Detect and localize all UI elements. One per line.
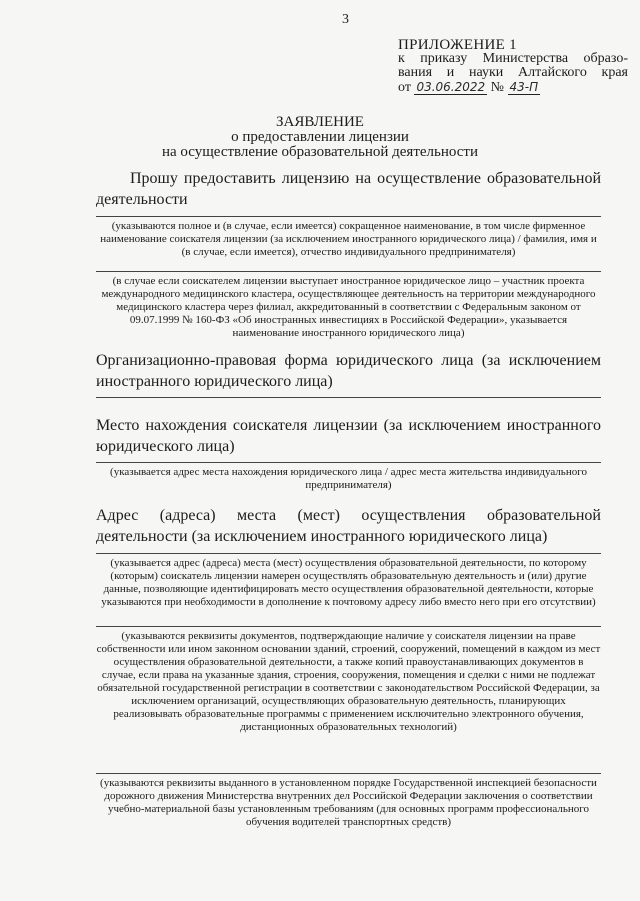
- request-text: Прошу предоставить лицензию на осуществление образовательной деятельности: [96, 170, 601, 208]
- documents-field-line: [96, 626, 601, 627]
- foreign-entity-field-line: [96, 271, 601, 272]
- documents-field-note: (указываются реквизиты документов, подтверждающие наличие у соискателя лицензии на праве собственности или ином законном основании зданий, строений, сооружений, помещений в каждом из мест осуществления образовательной деятельности, а также копий правоустанавливающих документов в случае, если права на указанные здания, строения, сооружения, помещения и сделки с ними не подлежат обязательной государственной регистрации в соответствии с законодательством Российской Федерации, за исключением организаций, осуществляющих образовательную деятельность, планирующих реализовывать образовательные программы с применением исключительно электронного обучения, дистанционных образовательных технологий): [96, 630, 601, 733]
- appendix-line-1: к приказу Министерства образо-: [398, 51, 628, 66]
- appendix-title: ПРИЛОЖЕНИЕ 1: [398, 37, 517, 53]
- appendix-block: [398, 38, 628, 95]
- addresses-field-note: (указывается адрес (адреса) места (мест) осуществления образовательной деятельности, по которому (которым) соискатель лицензии намерен осуществлять образовательную деятельность и (или) другие данные, позволяющие идентифицировать место осуществления образовательной деятельности, которые указываются при необходимости в дополнение к почтовому адресу либо вместо него при его отсутствии): [101, 557, 596, 608]
- document-subtitle-1: о предоставлении лицензии: [231, 129, 409, 145]
- org-form-field-line: [96, 397, 601, 398]
- gibdd-field-note: (указываются реквизиты выданного в установленном порядке Государственной инспекцией безопасности дорожного движения Министерства внутренних дел Российской Федерации заключения о соответствии учебно-материальной базы установленным требованиям (для основных программ профессионального обучения водителей транспортных средств): [100, 777, 597, 828]
- appendix-date-prefix: от: [398, 80, 411, 95]
- location-label: Место нахождения соискателя лицензии (за исключением иностранного юридического лица): [96, 417, 601, 455]
- page-number: 3: [342, 12, 349, 27]
- name-field-line: [96, 216, 601, 217]
- addresses-label: Адрес (адреса) места (мест) осуществления образовательной деятельности (за исключением иностранного юридического лица): [96, 507, 601, 545]
- name-field-note: (указываются полное и (в случае, если имеется) сокращенное наименование, в том числе фирменное наименование соискателя лицензии (за исключением иностранного юридического лица) / фамилия, имя и (в случае, если имеется), отчество индивидуального предпринимателя): [100, 220, 597, 258]
- appendix-date-handwritten: 03.06.2022: [416, 80, 486, 94]
- gibdd-field-line: [96, 773, 601, 774]
- document-subtitle-2: на осуществление образовательной деятельности: [161, 144, 479, 160]
- location-field-note: (указывается адрес места нахождения юридического лица / адрес места жительства индивидуального предпринимателя): [110, 466, 587, 491]
- appendix-number-prefix: №: [490, 80, 505, 95]
- location-field-line: [96, 462, 601, 463]
- document-title: ЗАЯВЛЕНИЕ: [276, 114, 364, 130]
- appendix-line-3: [398, 80, 628, 95]
- foreign-entity-field-note: (в случае если соискателем лицензии выступает иностранное юридическое лицо – участник проекта международного медицинского кластера, осуществляющее деятельность на территории международного медицинского кластера через филиал, аккредитованный в соответствии с Федеральным законом от 09.07.1999 № 160-ФЗ «Об иностранных инвестициях в Российской Федерации», указывается наименование иностранного юридического лица): [101, 275, 596, 339]
- appendix-number-handwritten: 43-П: [509, 80, 539, 94]
- org-form-label: Организационно-правовая форма юридического лица (за исключением иностранного юридического лица): [96, 352, 601, 390]
- appendix-line-2: вания и науки Алтайского края: [398, 65, 628, 80]
- addresses-field-line: [96, 553, 601, 554]
